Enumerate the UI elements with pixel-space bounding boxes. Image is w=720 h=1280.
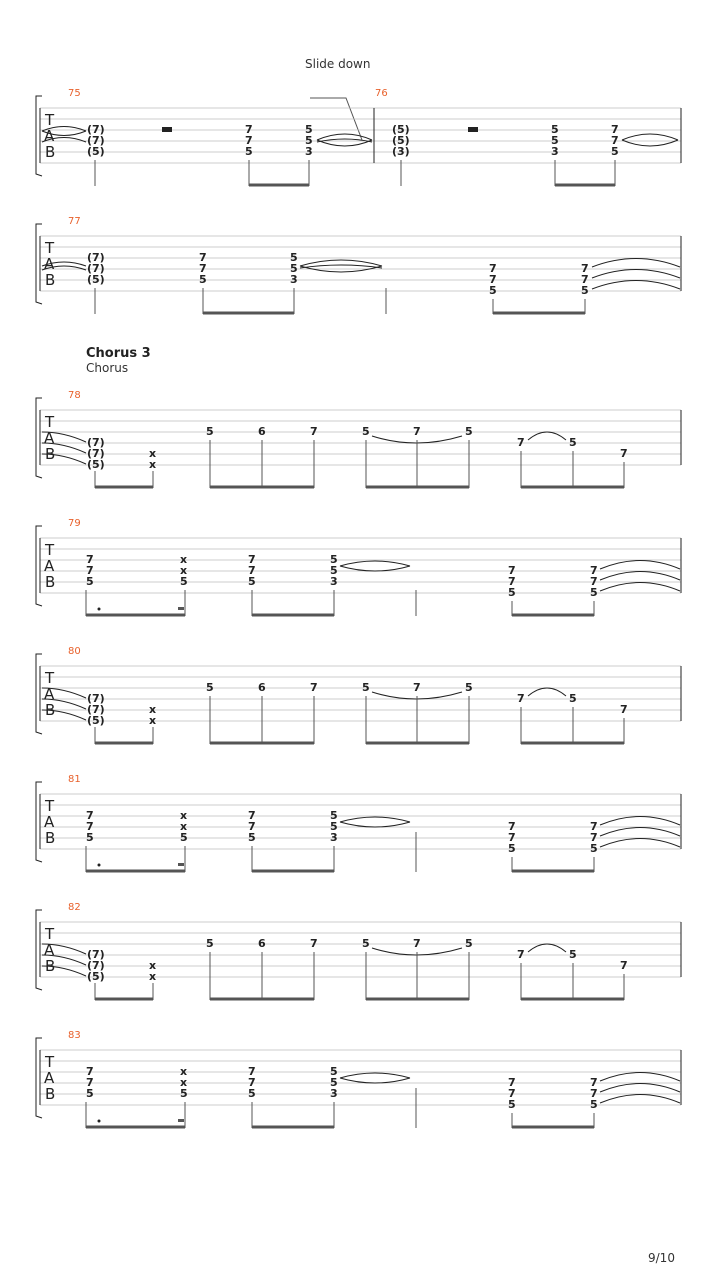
- fret-number: 5: [465, 937, 473, 950]
- fret-number: 7: [590, 564, 598, 577]
- fret-number: 5: [199, 273, 207, 286]
- tie-slur: [600, 572, 680, 581]
- tab-letter: T: [45, 925, 55, 943]
- fret-number: 5: [569, 436, 577, 449]
- tie-slur: [340, 817, 410, 822]
- fret-number: 7: [86, 1076, 94, 1089]
- fret-number: 7: [199, 251, 207, 264]
- tab-letter: B: [45, 701, 56, 719]
- staff-system-1: [36, 88, 681, 186]
- staff-lines: [40, 538, 681, 593]
- fret-number: 5: [362, 425, 370, 438]
- fret-number: 5: [590, 586, 598, 599]
- fret-number: 5: [611, 145, 619, 158]
- measure-number: 80: [68, 646, 81, 657]
- fret-number: 7: [620, 447, 628, 460]
- fret-number: 5: [362, 937, 370, 950]
- fret-number: 5: [290, 251, 298, 264]
- fret-number: 5: [248, 1087, 256, 1100]
- tab-letter: B: [45, 445, 56, 463]
- fret-number: 5: [569, 948, 577, 961]
- fret-number: 3: [330, 831, 338, 844]
- fret-number: 7: [508, 820, 516, 833]
- tie-slur: [600, 1095, 680, 1104]
- tie-slur: [528, 944, 566, 952]
- tab-letter: A: [44, 557, 55, 575]
- tab-letter: B: [45, 1085, 56, 1103]
- fret-number: 7: [86, 553, 94, 566]
- tie-slur: [600, 839, 680, 848]
- rest: [468, 127, 478, 132]
- fret-number: (7): [87, 123, 105, 136]
- fret-number: (7): [87, 134, 105, 147]
- fret-number: (7): [87, 251, 105, 264]
- tie-slur: [340, 1073, 410, 1078]
- fret-number: 7: [199, 262, 207, 275]
- fret-number: x: [149, 447, 157, 460]
- fret-number: 5: [305, 134, 313, 147]
- fret-number: 5: [245, 145, 253, 158]
- fret-number: 5: [330, 809, 338, 822]
- fret-number: 5: [465, 425, 473, 438]
- fret-number: 7: [611, 134, 619, 147]
- fret-number: 7: [248, 1076, 256, 1089]
- fret-number: (5): [87, 458, 105, 471]
- fret-number: 7: [508, 1076, 516, 1089]
- fret-number: 5: [248, 831, 256, 844]
- fret-number: (7): [87, 436, 105, 449]
- tab-letter: B: [45, 957, 56, 975]
- fret-number: 5: [569, 692, 577, 705]
- fret-number: (7): [87, 703, 105, 716]
- fret-number: 5: [330, 553, 338, 566]
- tie-slur: [317, 139, 372, 142]
- measure-number: 75: [68, 88, 81, 99]
- staff-system-6: [36, 774, 681, 872]
- measure-number: 78: [68, 390, 81, 401]
- fret-number: 7: [413, 425, 421, 438]
- tie-slur: [528, 688, 566, 696]
- fret-number: 3: [330, 1087, 338, 1100]
- slide-down-annotation: Slide down: [305, 57, 371, 71]
- measure-number: 77: [68, 216, 81, 227]
- fret-number: 7: [86, 1065, 94, 1078]
- fret-number: 7: [86, 564, 94, 577]
- fret-number: 5: [581, 284, 589, 297]
- staff-lines: [40, 666, 681, 721]
- fret-number: 5: [330, 1065, 338, 1078]
- fret-number: (5): [87, 714, 105, 727]
- fret-number: 7: [508, 575, 516, 588]
- fret-number: x: [149, 714, 157, 727]
- fret-number: x: [180, 564, 188, 577]
- fret-number: 5: [180, 831, 188, 844]
- fret-number: 7: [590, 831, 598, 844]
- tab-letter: A: [44, 813, 55, 831]
- tie-slur: [340, 1078, 410, 1083]
- tie-slur: [600, 1084, 680, 1093]
- tab-letter-a: A: [44, 127, 55, 145]
- fret-number: 5: [551, 123, 559, 136]
- measure-number: 76: [375, 88, 388, 99]
- rest: [162, 127, 172, 132]
- fret-number: 7: [508, 1087, 516, 1100]
- tie-slur: [600, 828, 680, 837]
- fret-number: x: [180, 1065, 188, 1078]
- fret-number: 7: [590, 1087, 598, 1100]
- fret-number: (7): [87, 948, 105, 961]
- tie-slur: [600, 1073, 680, 1082]
- fret-number: 7: [86, 809, 94, 822]
- tab-letter: T: [45, 1053, 55, 1071]
- fret-number: 5: [86, 1087, 94, 1100]
- fret-number: 5: [206, 425, 214, 438]
- fret-number: 7: [248, 1065, 256, 1078]
- page-number: 9/10: [648, 1251, 675, 1265]
- fret-number: 5: [180, 575, 188, 588]
- tab-letter: A: [44, 429, 55, 447]
- fret-number: 5: [180, 1087, 188, 1100]
- fret-number: 7: [508, 564, 516, 577]
- fret-number: 7: [245, 123, 253, 136]
- fret-number: x: [149, 703, 157, 716]
- tie-slur: [592, 270, 680, 279]
- fret-number: x: [149, 458, 157, 471]
- staff-lines: [40, 922, 681, 977]
- tab-letter: T: [45, 669, 55, 687]
- fret-number: 7: [489, 262, 497, 275]
- fret-number: 7: [413, 681, 421, 694]
- fret-number: (5): [392, 134, 410, 147]
- fret-number: 6: [258, 425, 266, 438]
- fret-number: 5: [508, 1098, 516, 1111]
- tie-slur: [592, 281, 680, 290]
- tab-letter: A: [44, 941, 55, 959]
- fret-number: 5: [248, 575, 256, 588]
- tab-letter: T: [45, 797, 55, 815]
- staff-system-7: [36, 902, 681, 1000]
- fret-number: 7: [590, 575, 598, 588]
- fret-number: 3: [305, 145, 313, 158]
- tab-letter-t: T: [45, 111, 55, 129]
- fret-number: 5: [465, 681, 473, 694]
- tab-letter: B: [45, 829, 56, 847]
- staff-system-5: [36, 646, 681, 744]
- tie-slur: [600, 817, 680, 826]
- section-subtitle: Chorus: [86, 361, 129, 375]
- fret-number: 7: [248, 809, 256, 822]
- fret-number: 5: [86, 831, 94, 844]
- fret-number: (5): [87, 273, 105, 286]
- fret-number: 5: [290, 262, 298, 275]
- tab-letter: B: [45, 271, 56, 289]
- measure-number: 81: [68, 774, 81, 785]
- measure-number: 79: [68, 518, 81, 529]
- fret-number: 7: [517, 948, 525, 961]
- fret-number: 6: [258, 681, 266, 694]
- tab-letter: B: [45, 573, 56, 591]
- fret-number: (5): [87, 145, 105, 158]
- tab-letter: A: [44, 255, 55, 273]
- fret-number: 7: [590, 820, 598, 833]
- staff-system-8: [36, 1030, 681, 1128]
- fret-number: 5: [551, 134, 559, 147]
- fret-number: x: [180, 809, 188, 822]
- fret-number: x: [180, 820, 188, 833]
- fret-number: 5: [86, 575, 94, 588]
- fret-number: 7: [413, 937, 421, 950]
- staff-system-4: [36, 518, 681, 616]
- fret-number: 7: [245, 134, 253, 147]
- tie-slur: [600, 561, 680, 570]
- fret-number: (3): [392, 145, 410, 158]
- fret-number: 5: [590, 1098, 598, 1111]
- staff-lines: [40, 1050, 681, 1105]
- fret-number: 5: [508, 842, 516, 855]
- fret-number: 5: [206, 681, 214, 694]
- fret-number: (7): [87, 959, 105, 972]
- fret-number: 7: [581, 273, 589, 286]
- fret-number: 7: [581, 262, 589, 275]
- tab-letter-b: B: [45, 143, 56, 161]
- fret-number: (7): [87, 447, 105, 460]
- fret-number: 5: [206, 937, 214, 950]
- fret-number: 7: [489, 273, 497, 286]
- measure-number: 82: [68, 902, 81, 913]
- fret-number: 7: [508, 831, 516, 844]
- fret-number: (7): [87, 262, 105, 275]
- fret-number: 7: [248, 820, 256, 833]
- fret-number: 5: [590, 842, 598, 855]
- fret-number: 6: [258, 937, 266, 950]
- fret-number: 5: [330, 820, 338, 833]
- fret-number: 7: [310, 937, 318, 950]
- fret-number: (7): [87, 692, 105, 705]
- fret-number: 5: [330, 564, 338, 577]
- fret-number: 5: [305, 123, 313, 136]
- fret-number: x: [149, 959, 157, 972]
- staff-system-2: [36, 216, 681, 314]
- fret-number: 7: [517, 436, 525, 449]
- section-title: Chorus 3: [86, 346, 151, 361]
- measure-number: 83: [68, 1030, 81, 1041]
- tie-slur: [528, 432, 566, 440]
- tab-letter: A: [44, 1069, 55, 1087]
- fret-number: x: [180, 553, 188, 566]
- fret-number: 3: [290, 273, 298, 286]
- fret-number: 7: [86, 820, 94, 833]
- fret-number: 5: [330, 1076, 338, 1089]
- fret-number: 7: [590, 1076, 598, 1089]
- tab-letter: T: [45, 413, 55, 431]
- tie-slur: [340, 822, 410, 827]
- tab-letter: T: [45, 541, 55, 559]
- tie-slur: [300, 265, 382, 268]
- fret-number: 3: [551, 145, 559, 158]
- fret-number: 7: [620, 959, 628, 972]
- fret-number: 5: [362, 681, 370, 694]
- fret-number: 7: [310, 425, 318, 438]
- tab-letter: A: [44, 685, 55, 703]
- fret-number: 7: [611, 123, 619, 136]
- tie-slur: [340, 561, 410, 566]
- tab-letter: T: [45, 239, 55, 257]
- fret-number: x: [149, 970, 157, 983]
- fret-number: (5): [87, 970, 105, 983]
- tie-slur: [340, 566, 410, 571]
- tie-slur: [600, 583, 680, 592]
- tie-slur: [622, 134, 678, 140]
- fret-number: 3: [330, 575, 338, 588]
- fret-number: 7: [517, 692, 525, 705]
- staff-system-3: [36, 390, 681, 488]
- fret-number: x: [180, 1076, 188, 1089]
- staff-lines: [40, 410, 681, 465]
- fret-number: 5: [508, 586, 516, 599]
- fret-number: (5): [392, 123, 410, 136]
- tie-slur: [592, 259, 680, 268]
- fret-number: 7: [248, 564, 256, 577]
- fret-number: 7: [310, 681, 318, 694]
- fret-number: 7: [248, 553, 256, 566]
- fret-number: 5: [489, 284, 497, 297]
- fret-number: 7: [620, 703, 628, 716]
- staff-lines: [40, 794, 681, 849]
